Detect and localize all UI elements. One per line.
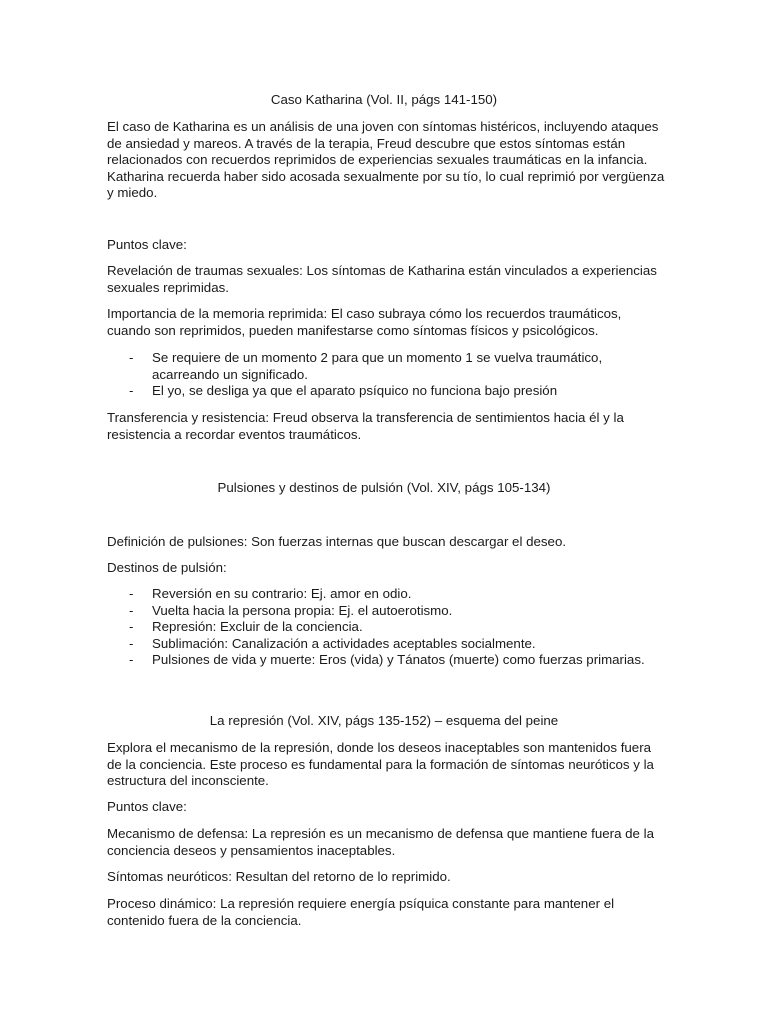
- katharina-bullet-list: [107, 350, 667, 400]
- list-item: - Se requiere de un momento 2 para que un momento 1 se vuelva traumático, acarreando un significado.: [107, 350, 667, 383]
- list-item: - El yo, se desliga ya que el aparato psíquico no funciona bajo presión: [107, 383, 667, 400]
- represion-key-points-label: Puntos clave:: [107, 799, 187, 814]
- section-title-represion: La represión (Vol. XIV, págs 135-152) – esquema del peine: [209, 713, 559, 728]
- represion-intro-paragraph: Explora el mecanismo de la represión, donde los deseos inaceptables son mantenidos fuera de la conciencia. Este proceso es fundamental para la formación de síntomas neuróticos y la estructura del inconsciente.: [107, 740, 654, 788]
- represion-point-symptoms: Síntomas neuróticos: Resultan del retorno de lo reprimido.: [107, 869, 451, 884]
- katharina-point-trauma: Revelación de traumas sexuales: Los síntomas de Katharina están vinculados a experiencias sexuales reprimidas.: [107, 263, 657, 295]
- pulsiones-definition: Definición de pulsiones: Son fuerzas internas que buscan descargar el deseo.: [107, 534, 567, 549]
- list-item: - Vuelta hacia la persona propia: Ej. el autoerotismo.: [107, 603, 667, 620]
- pulsiones-bullet-list: [107, 586, 667, 669]
- represion-point-defense: Mecanismo de defensa: La represión es un mecanismo de defensa que mantiene fuera de la conciencia deseos y pensamientos inaceptables.: [107, 826, 654, 858]
- katharina-point-transference: Transferencia y resistencia: Freud observa la transferencia de sentimientos hacia él y la resistencia a recordar eventos traumáticos.: [107, 410, 624, 442]
- katharina-key-points-label: Puntos clave:: [107, 237, 187, 252]
- list-item: - Represión: Excluir de la conciencia.: [107, 619, 667, 636]
- katharina-intro-paragraph: El caso de Katharina es un análisis de una joven con síntomas histéricos, incluyendo ataques de ansiedad y mareos. A través de la terapia, Freud descubre que estos síntomas están relacionados con recuerdos reprimidos de experiencias sexuales traumáticas en la infancia. Katharina recuerda haber sido acosada sexualmente por su tío, lo cual reprimió por vergüenza y miedo.: [107, 119, 665, 200]
- section-title-katharina: Caso Katharina (Vol. II, págs 141-150): [270, 92, 498, 107]
- list-item: - Reversión en su contrario: Ej. amor en odio.: [107, 586, 667, 603]
- represion-point-dynamic: Proceso dinámico: La represión requiere energía psíquica constante para mantener el contenido fuera de la conciencia.: [107, 896, 615, 928]
- katharina-point-memory: Importancia de la memoria reprimida: El caso subraya cómo los recuerdos traumáticos, cuando son reprimidos, pueden manifestarse como síntomas físicos y psicológicos.: [107, 306, 622, 338]
- list-item: - Sublimación: Canalización a actividades aceptables socialmente.: [107, 636, 667, 653]
- pulsiones-destinos-label: Destinos de pulsión:: [107, 560, 227, 575]
- section-title-pulsiones: Pulsiones y destinos de pulsión (Vol. XIV, págs 105-134): [217, 480, 551, 495]
- list-item: - Pulsiones de vida y muerte: Eros (vida) y Tánatos (muerte) como fuerzas primarias.: [107, 652, 667, 669]
